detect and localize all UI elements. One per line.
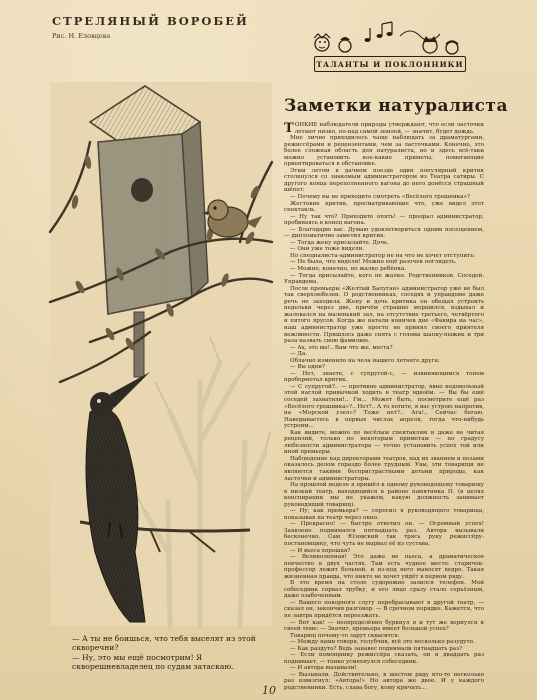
article-paragraph: — Почему вы не приходите смотреть «Весёлого грешника»? (290, 194, 470, 201)
article-paragraph: — Ну, как премьера? — спросил я руководящего товарища, показывая на театр через окно. (284, 508, 484, 521)
birdhouse-crow-drawing-icon (50, 82, 272, 626)
article-paragraphs (284, 122, 484, 692)
article-paragraph: Этим летом в дачном поезде один популярный критик столкнулся со знакомым администратором из Театра сатиры. С другого конца переполненного вагона до него донёсся страшный шёпот: (284, 167, 484, 194)
article-paragraph: — Тогда жену присылайте. Дочь. (290, 239, 389, 246)
article-paragraph: — Не была, что видели! Можно ещё разочек поглядеть. (290, 259, 457, 266)
article-paragraph: — С супругой?.. — противно администратор, явно недовольный этой наглой привычкой ходить в театр вдвоём. — Вы бы ещё соседей захватили!.. Гм... Может быть, посмотрите ещё раз «Весёлого грешника»?.. Нет?.. А то хотите, я вас устрою напротив, на «Морской узел»? Тоже нет?.. Ага!.. Сейчас бегаю. Наведываетесь в первых числах апреля, тогда что-нибудь устроим... (284, 383, 484, 430)
article-title: Заметки натуралиста (284, 96, 508, 116)
article-paragraph: Облачно изменило на чела нашего летнего друга: (290, 357, 440, 364)
article-paragraph: Мне лично приходилось чаще наблюдать за драматургами, режиссёрами и рецензентами, чем за ласточками. Конечно, это более сложная область для натуралиста, но и здесь всё-таки можно установить кое-какие приметы, помогающие ориентироваться в обстановке. (284, 135, 484, 168)
article-paragraph: ОНКИЕ наблюдатели природы утверждают, что если ласточки летают низко, по-над самой землей, — значит, будет дождь. (294, 122, 484, 135)
article-paragraph: На прошлой неделе я пришёл к одному руководящему товарищу в низкий театр, находящийся в районе памятника П. (в целях конспирации мы не укажем, какую должность занимает руководящий товарищ). (284, 482, 484, 508)
section-badge-label: ТАЛАНТЫ И ПОКЛОННИКИ (314, 56, 466, 72)
article-paragraph: — Благодарю вас. Думаю удовлетвориться одним посещением, — дипломатично заметил критик. (284, 226, 484, 240)
article-paragraph: — Нет, знаете, с супругой-с, — извиняющимся тоном пробормотал критик. (284, 370, 484, 384)
article-paragraph: — Вызывали. Действительно, в шестом ряду кто-то несколько раз взвизгнул: «Автора!» Но автора же двое. И у каждого родственники. Есть, слава богу, кому кричать... (284, 671, 484, 692)
article-paragraph: — Можно, конечно, но жалко ребёнка. (290, 266, 406, 273)
section-badge (300, 14, 472, 76)
caption-line: — А ты не боишься, что тебя выселят из этой скворечни? (72, 634, 256, 653)
article-paragraph: — Если помощнику режиссёра сказать, он и двадцать раз поднимает, — тонко усмехнулся собеседник. (284, 652, 484, 665)
article-paragraph: — Ну так что? Приходите опять! — проорал администратор, пробиваясь в конец вагона. (284, 213, 484, 227)
illustration-credit: Рис. Н. Еловцева (52, 32, 111, 40)
article-paragraph: Как видите, можно по весёлым спектаклям и даже не читая рецензий, только по некоторым приметам — по градусу любезности администратора — точно установить успех той или иной премьеры. (284, 429, 484, 456)
article-paragraph: — Вашего покорного слугу перебрасывают в другой театр, — сказал он, закончив разговор. — В срочном порядке. Кажется, что не завтра придётся переезжать. (284, 599, 484, 620)
caption-line: — Ну, это мы ещё посмотрим! Я скворешневладелец по судам затаскаю. (72, 652, 234, 672)
article-paragraph: — Да. (290, 351, 308, 358)
article-paragraph: — И вьеса хорошая? (290, 547, 351, 554)
article-paragraph: Наблюдение над директорами театров, над их званием и позами оказалось делом гораздо более трудным. Увы, эти товарищи не являются такими беспристрастными детьми природы, как ласточки и администраторы. (284, 455, 484, 482)
article-paragraph: Товарищ почему-то зарут сквасится: (290, 632, 400, 639)
dropcap: Т (284, 121, 294, 136)
section-header-title: СТРЕЛЯНЫЙ ВОРОБЕЙ (52, 14, 249, 28)
illustration-caption (72, 634, 282, 672)
page-number: 10 (262, 684, 276, 697)
article-paragraph: После премьеры «Желтый Балуган» администратор уже не был так сверхлюбезен. О родственниках, соседях и управдоме даже речь не заходила. Жену и дочь критика он обещал устроить недельки через две, причём страшно морщился, вздыхал и жаловался на маленький зал, на отсутствие третьего, четвёртого и пятого ярусов. Когда же натали коничев дне «Факира на час», наш администратор уже просто не принял своего приятеля вежливости. Пришлось даже снять с головы шапку-пыжик и три раза назвать свою фамилию. (284, 285, 484, 345)
article-paragraph: Но специалиста-администратор не на что не хочет отступить: (290, 252, 476, 259)
article-paragraph: — Как раздуто? Ведь занавес поднимали пятнадцать раз? (290, 645, 463, 652)
article-paragraph: — Ах, это вы!.. Вам что же, места? (290, 344, 393, 351)
article-body (284, 121, 484, 692)
article-paragraph: — Вы одни? (290, 364, 325, 371)
article-paragraph: В это время на столе судорожно залился телефон. Мой собеседник сорвал трубку, и его лицо сразу стало серьёзным, даже озабоченным. (284, 580, 484, 600)
article-paragraph: — Прекрасно! — быстро ответил он. — Огромный успех! Заявлено поднимался пятнадцать раз. Автора вызывали бесконечно. Сам Юзовский так трясь руку режиссёру-постановщику, что чуть не вырвал её из сустава. (284, 521, 484, 547)
article-paragraph: — Вот как! — неопределённо буркнул я и тут же вернулся к своей теме: — Значит, премьера имеет большой успех? (284, 619, 484, 633)
article-paragraph: — Между нами говоря, голубчик, всё это несколько разудуто. (290, 639, 475, 646)
article-paragraph: — Тогда присылайте, кого не жалко. Родственников. Соседей. Управдома. (284, 272, 484, 286)
illustration (50, 82, 272, 626)
article-paragraph: — Они уже тоже видели. (290, 246, 365, 253)
article-paragraph: — Великолепная! Это даже не пьеса, а драматическое певчество в двух частях. Там есть чудное место: старичок-профессор лежит больной, и из-под него выносят ведро. Такая жизненная правда, что никто не хочет уйдёт в первом ряду. (284, 554, 484, 580)
article-paragraph: Жестокие критик, просматривающие что, уже видел этот спектакль. (284, 200, 484, 214)
article-paragraph: — И автора вызывали! (290, 665, 357, 672)
